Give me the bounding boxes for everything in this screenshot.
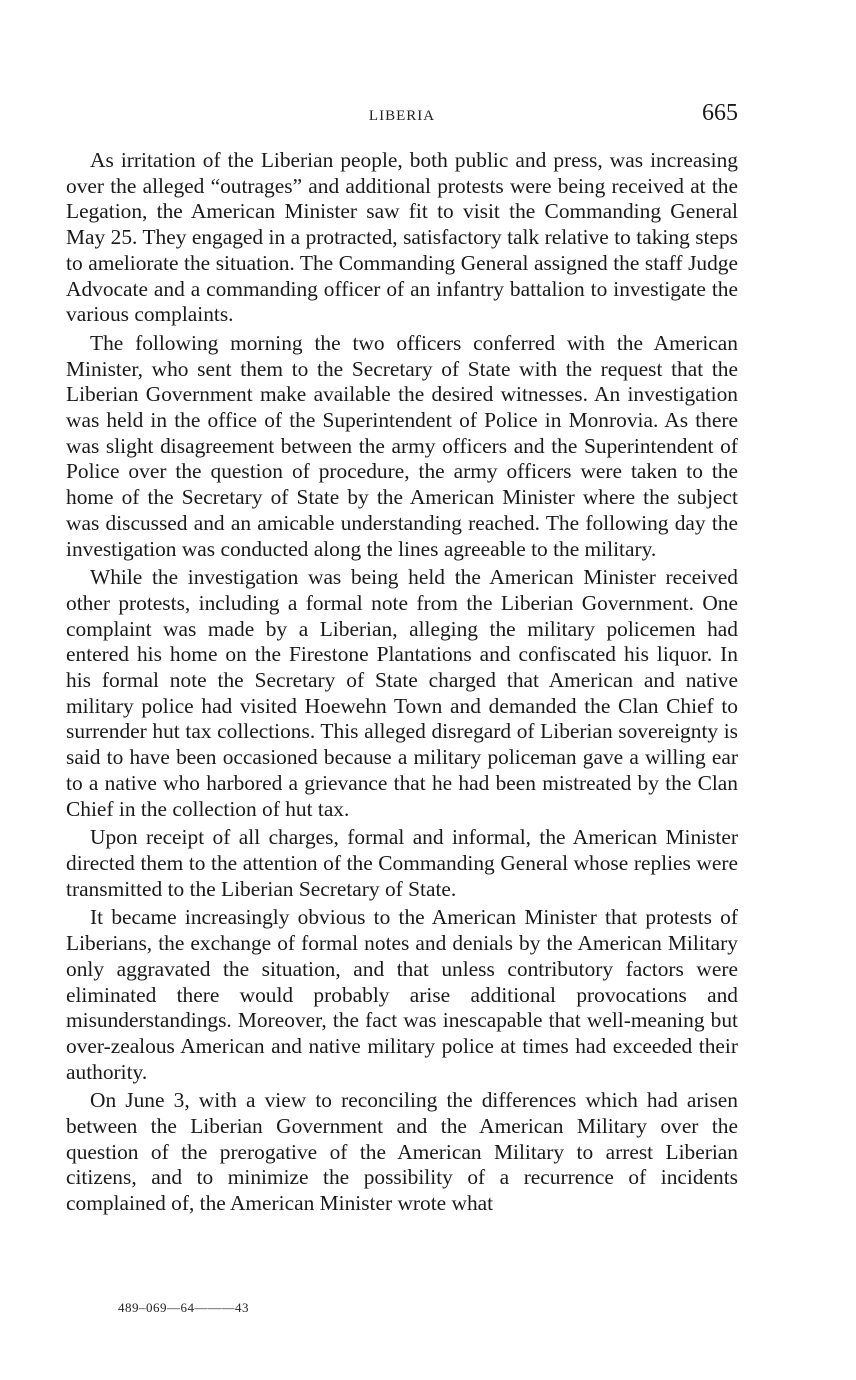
paragraph-5: It became increasingly obvious to the American Minister that protests of Liberians, the exchange of formal notes and denials by the American Military only aggravated the situation, and that unless contributory factors were eliminated there would probably arise additional provocations and misunderstandings. Moreover, the fact was inescapable that well-meaning but over-zealous American and native military police at times had exceeded their authority. [66,905,738,1084]
paragraph-6: On June 3, with a view to reconciling the differences which had arisen between the Liberian Government and the American Military over the question of the prerogative of the American Military to arrest Liberian citizens, and to minimize the possibility of a recurrence of incidents complained of, the American Minister wrote what [66,1088,738,1216]
running-head [66,100,738,132]
paragraph-1: As irritation of the Liberian people, both public and press, was increasing over the alleged “outrages” and additional protests were being received at the Legation, the American Minister saw fit to visit the Commanding General May 25. They engaged in a protracted, satisfactory talk relative to taking steps to ameliorate the situation. The Commanding General assigned the staff Judge Advocate and a commanding officer of an infantry battalion to investigate the various complaints. [66,148,738,327]
print-code: 489–069—64———43 [118,1300,249,1315]
paragraph-4: Upon receipt of all charges, formal and informal, the American Minister directed them to the attention of the Commanding General whose replies were transmitted to the Liberian Secretary of State. [66,825,738,901]
body-text [66,148,738,1220]
page-number: 665 [702,100,738,126]
paragraph-2: The following morning the two officers conferred with the American Minister, who sent them to the Secretary of State with the request that the Liberian Government make available the desired witnesses. An investigation was held in the office of the Superintendent of Police in Monrovia. As there was slight disagreement between the army officers and the Superintendent of Police over the question of procedure, the army officers were taken to the home of the Secretary of State by the American Minister where the subject was discussed and an amicable understanding reached. The following day the investigation was conducted along the lines agreeable to the military. [66,330,738,561]
running-title: LIBERIA [368,108,436,124]
paragraph-3: While the investigation was being held the American Minister received other protests, including a formal note from the Liberian Government. One complaint was made by a Liberian, alleging the military policemen had entered his home on the Firestone Plantations and confiscated his liquor. In his formal note the Secretary of State charged that American and native military police had visited Hoewehn Town and demanded the Clan Chief to surrender hut tax collections. This alleged disregard of Liberian sovereignty is said to have been occasioned because a military policeman gave a willing ear to a native who harbored a grievance that he had been mistreated by the Clan Chief in the collection of hut tax. [66,565,738,821]
